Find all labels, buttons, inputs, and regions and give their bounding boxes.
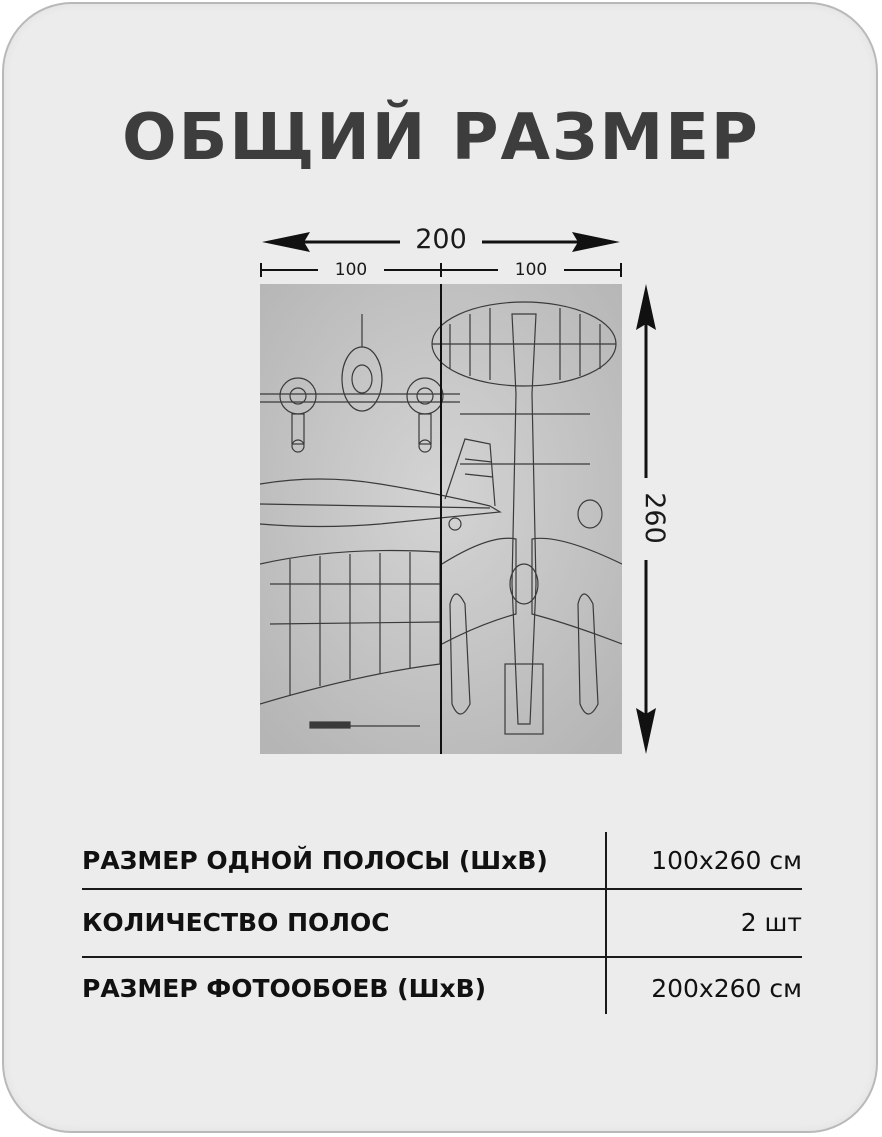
specs-row-divider [82,888,802,890]
spec-label: КОЛИЧЕСТВО ПОЛОС [82,907,390,937]
wallpaper-preview [260,284,622,754]
strip-width-label-left: 100 [318,259,384,281]
spec-value: 200х260 см [651,973,802,1003]
total-height-label: 260 [637,478,671,558]
spec-label: РАЗМЕР ФОТООБОЕВ (ШхВ) [82,973,487,1003]
strip-seam [440,284,442,754]
specs-row-divider [82,956,802,958]
strip-width-label-right: 100 [498,259,564,281]
spec-row-strip-count [82,894,802,950]
spec-value: 100х260 см [651,845,802,875]
spec-row-total-size [82,960,802,1016]
spec-label: РАЗМЕР ОДНОЙ ПОЛОСЫ (ШхВ) [82,845,548,875]
strip-width-ticks [261,263,621,277]
page-title: ОБЩИЙ РАЗМЕР [122,101,760,175]
spec-value: 2 шт [740,907,802,937]
specs-table [82,832,802,1014]
total-width-label: 200 [400,223,482,257]
spec-row-strip-size [82,832,802,888]
